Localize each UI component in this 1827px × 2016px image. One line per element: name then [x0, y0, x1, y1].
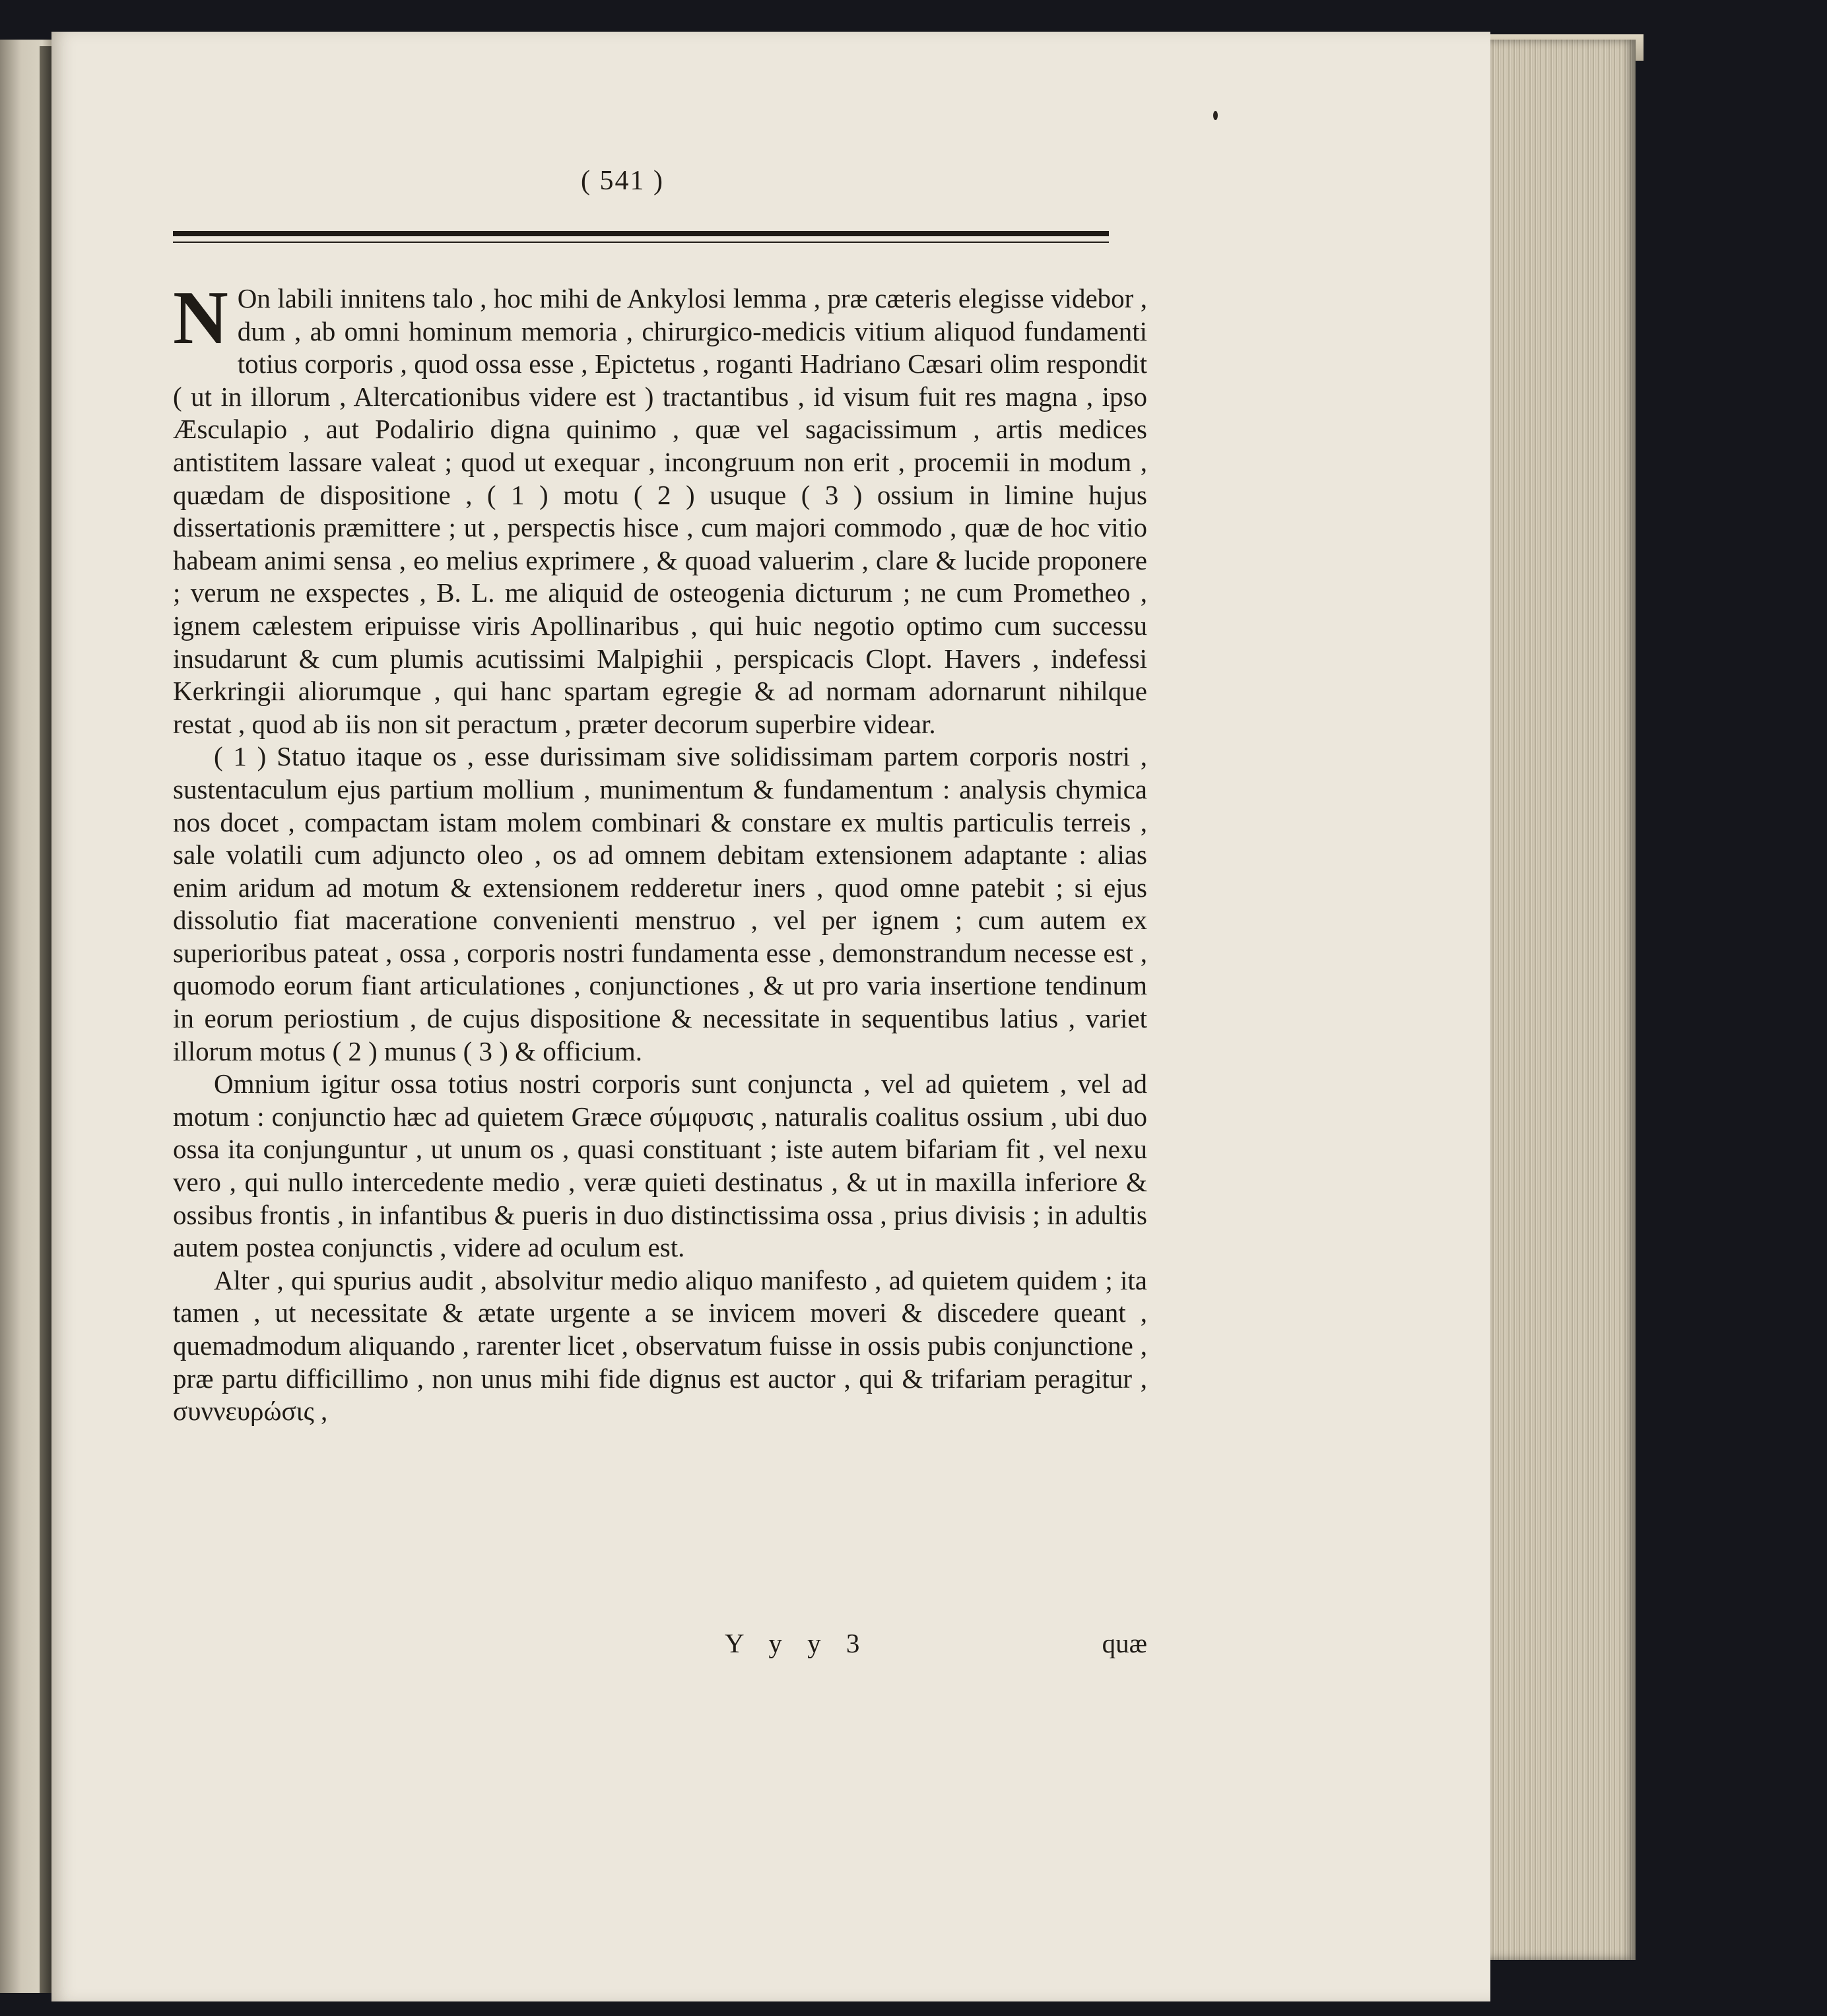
paragraph-1-text: On labili innitens talo , hoc mihi de Ankylosi lemma , præ cæteris elegisse videbor , dum , ab omni hominum memoria , chirurgico-medicis vitium aliquod fundamenti totius corporis , quod ossa esse , Epictetus , roganti Hadriano Cæsari olim respondit ( ut in illorum , Altercationibus videre est ) tractantibus , id visum fuit res magna , ipso Æsculapio , aut Podalirio digna quinimo , quæ vel sagacissimum , artis medices antistitem lassare valeat ; quod ut exequar , incongruum non erit , procemii in modum , quædam de dispositione , ( 1 ) motu ( 2 ) usuque ( 3 ) ossium in limine hujus dissertationis præmittere ; ut , perspectis hisce , cum majori commodo , quæ de hoc vitio habeam animi sensa , eo melius exprimere , & quoad valuerim , clare & lucide proponere ; verum ne exspectes , B. L. me aliquid de osteogenia dicturum ; ne cum Prometheo , ignem cælestem eripuisse viris Apollinaribus , qui huic negotio optimo cum successu insudarunt & cum plumis acutissimi Malpighii , perspicacis Clopt. Havers , indefessi Kerkringii aliorumque , qui hanc spartam egregie & ad normam adornarunt nihilque restat , quod ab iis non sit peractum , præter decorum superbire videar.	[173, 283, 1147, 739]
paragraph-1	[173, 276, 1147, 740]
signature-mark: Y y y 3	[725, 1628, 869, 1658]
body-text	[173, 276, 1147, 1428]
paragraph-2: ( 1 ) Statuo itaque os , esse durissimam sive solidissimam partem corporis nostri , sustentaculum ejus partium mollium , munimentum & fundamentum : analysis chymica nos docet , compactam istam molem combinari & constare ex multis particulis terreis , sale volatili cum adjuncto oleo , os ad omnem debitam extensionem adaptante : alias enim aridum ad motum & extensionem redderetur iners , quod omne patebit ; si ejus dissolutio fiat maceratione convenienti menstruo , vel per ignem ; cum autem ex superioribus pateat , ossa , corporis nostri fundamenta esse , demonstrandum necesse est , quomodo eorum fiant articulationes , conjunctiones , & ut pro varia insertione tendinum in eorum periostium , de cujus dispositione & necessitate in sequentibus latius , variet illorum motus ( 2 ) munus ( 3 ) & officium.	[173, 741, 1147, 1066]
header-rule-thick	[173, 231, 1109, 236]
page-number: ( 541 )	[581, 166, 664, 196]
catchword: quæ	[1102, 1628, 1147, 1658]
book-fore-edge	[1490, 40, 1636, 1960]
ink-speck	[1213, 111, 1218, 120]
paragraph-4: Alter , qui spurius audit , absolvitur medio aliquo manifesto , ad quietem quidem ; ita tamen , ut necessitate & ætate urgente a se invicem moveri & discedere queant , quemadmodum aliquando , rarenter licet , observatum fuisse in ossis pubis conjunctione , præ partu difficillimo , non unus mihi fide dignus est auctor , qui & trifariam peragitur , συννευρώσις ,	[173, 1264, 1147, 1427]
page-footer	[173, 1627, 1147, 1662]
paragraph-3: Omnium igitur ossa totius nostri corporis sunt conjuncta , vel ad quietem , vel ad motum : conjunctio hæc ad quietem Græce σύμφυσις , naturalis coalitus ossium , ubi duo ossa ita conjunguntur , ut unum os , quasi constituant ; iste autem bifariam fit , vel nexu vero , qui nullo intercedente medio , veræ quieti destinatus , & ut in maxilla inferiore & ossibus frontis , in infantibus & pueris in duo distinctissima ossa , prius divisis ; in adultis autem postea conjunctis , videre ad oculum est.	[173, 1068, 1147, 1263]
drop-cap: N	[173, 276, 228, 360]
header-rule-thin	[173, 242, 1109, 243]
